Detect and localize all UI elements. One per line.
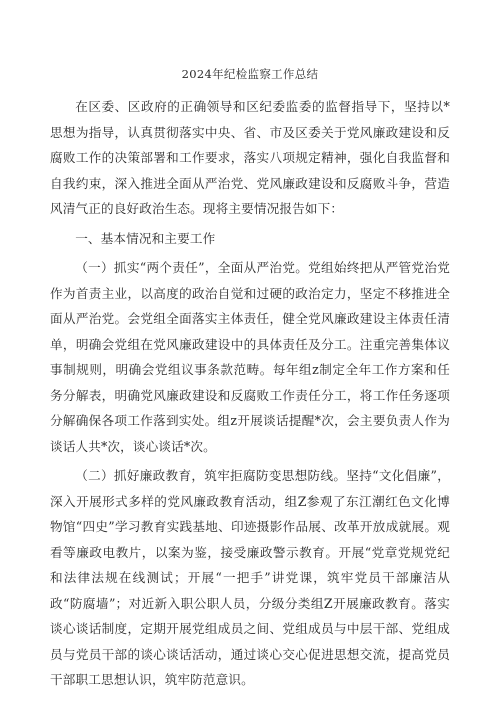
item-one-paragraph: （一）抓实“两个责任”，全面从严治党。党组始终把从严管党治党作为首责主业，以高度的政治自觉和过硬的政治定力，坚定不移推进全面从严治党。会党组全面落实主体责任，健全党风廉政建设主体责任清单，明确会党组在党风廉政建设中的具体责任及分工。注重完善集体议事制规则，明确会党组议事条款范畴。每年组z制定全年工作方案和任务分解表，明确党风廉政建设和反腐败工作责任分工，将工作任务逐项分解确保各项工作落到实处。组z开展谈话提醒*次，会主要负责人作为谈话人共*次，谈心谈话*次。 (50, 260, 450, 454)
item-two-paragraph: （二）抓好廉政教育，筑牢拒腐防变思想防线。坚持“文化倡廉”，深入开展形式多样的党风廉政教育活动，组Z参观了东江潮红色文化博物馆“四史”学习教育实践基地、印迹摄影作品展、改革开放成就展。观看等廉政电教片，以案为鉴，接受廉政警示教育。开展“党章党规党纪和法律法规在线测试；开展“一把手”讲党课，筑牢党员干部廉洁从政“防腐墙”；对近新入职公职人员，分级分类组Z开展廉政教育。落实谈心谈话制度，定期开展党组成员之间、党组成员与中层干部、党组成员与党员干部的谈心谈话活动，通过谈心交心促进思想交流，提高党员干部职工思想认识，筑牢防范意识。 (50, 468, 450, 687)
section-heading: 一、基本情况和主要工作 (75, 230, 216, 246)
document-title: 2024年纪检监察工作总结 (181, 67, 319, 81)
intro-paragraph: 在区委、区政府的正确领导和区纪委监委的监督指导下，坚持以*思想为指导，认真贯彻落实中央、省、市及区委关于党风廉政建设和反腐败工作的决策部署和工作要求，落实八项规定精神，强化自我监督和自我约束，深入推进全面从严治党、党风廉政建设和反腐败斗争，营造风清气正的良好政治生态。现将主要情况报告如下： (50, 99, 450, 216)
